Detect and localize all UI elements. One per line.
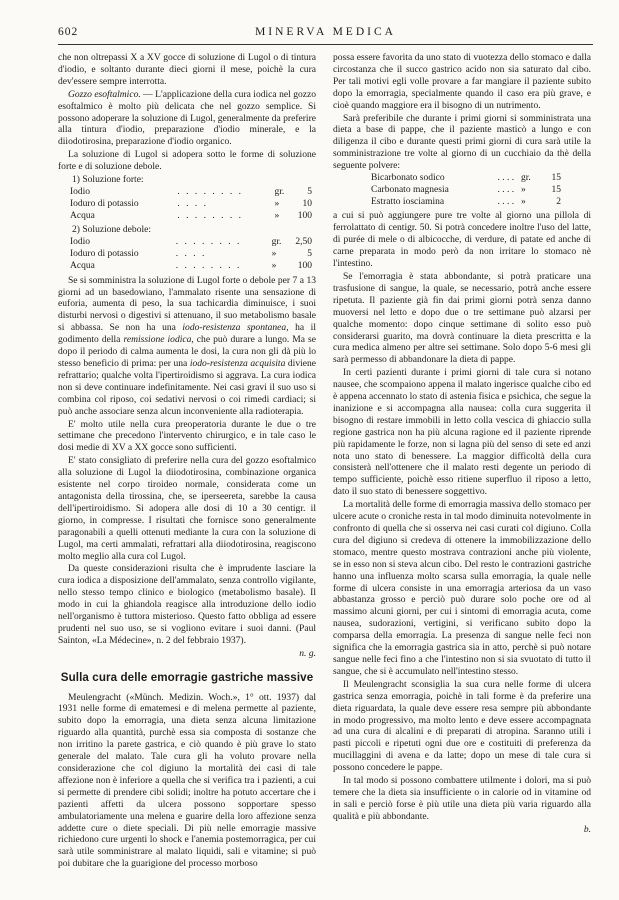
leader-dots: . . . . . . . . <box>175 260 242 271</box>
paragraph-text: , che può durare a lungo. Ma se dopo il periodo di calma aumenta le dosi, la cura non gli dà più lo stesso beneficio di prima: per una <box>58 334 317 369</box>
paragraph-text: diviene refrattario; qualche volta l'ipertiroidismo si aggrava. La cura iodica non si deve continuare indefinitamente. Nei casi gravi il suo uso si combina col riposo, coi sedativi nervosi o coi rimedi cardiaci; si può anche associare senza alcun inconveniente alla radioterapia. <box>58 358 316 417</box>
paragraph: E' stato consigliato di preferire nella cura del gozzo esoftalmico alla soluzione di Lugol la diiodotirosina, combinazione organica esistente nel corpo tiroideo normale, considerata come un antagonista della tirossina, che, se iperseereta, sarebbe la causa dell'ipertiroidismo. Si adopera alle dosi di 10 a 30 centigr. il giorno, in compresse. I risultati che fornisce sono generalmente paragonabili a quelli ottenuti mediante la cura con la soluzione di Lugol, ma certi ammalati, refrattari alla diiodotirosina, reagiscono molto meglio alla cura col Lugol. <box>58 455 316 562</box>
leader-dots: . . . . <box>497 184 515 195</box>
paragraph: Sarà preferibile che durante i primi giorni si somministrata una dieta a base di pappe, che il paziente masticò a lungo e con diligenza il cibo e durante questi primi giorni di cura sarà utile la somministrazione tre volte al giorno di un cucchiaio da thè della seguente polvere: <box>333 112 591 172</box>
unit: gr. <box>271 237 282 248</box>
quantity: 2 <box>556 196 561 207</box>
recipe-row <box>333 185 591 197</box>
ingredient-name: Carbonato magnesia <box>371 184 449 195</box>
paragraph: Se l'emorragia è stata abbondante, si potrà praticare una trasfusione di sangue, la quale, se necessario, potrà anche essere ripetuta. Il paziente già fin dai primi giorni potrà senza danno muoversi nel letto e dopo due o tre settimane può alzarsi per qualche momento: dopo cinque settimane di solito esso può considerarsi guarito, ma dovrà continuare la dieta prescritta e la cura medica almeno per altre sei settimane. Solo dopo 5-6 mesi gli sarà permesso di abbandonare la dieta di pappe. <box>333 270 591 366</box>
unit: » <box>521 184 526 195</box>
quantity: 15 <box>551 184 561 195</box>
paragraph-text: , ha il godimento della <box>58 322 316 346</box>
author-signature: n. g. <box>299 647 316 659</box>
paragraph <box>58 275 316 418</box>
paragraph: a cui si può aggiungere pure tre volte al giorno una pillola di ferrolattato di centigr. 50. Si potrà concedere inoltre l'uso del latte, di purée di mele o di albicocche, di verdure, di patate ed anche di carne preparata in modo però da non irritare lo stomaco nè l'intestino. <box>333 210 591 270</box>
quantity: 100 <box>297 210 312 221</box>
unit: » <box>274 198 280 209</box>
quantity: 100 <box>297 260 312 271</box>
paragraph: Meulengracht («Münch. Medizin. Woch.», 1° ott. 1937) dal 1931 nelle forme di ematemesi e di melena permette al paziente, subito dopo la emorragia, una dieta senza alcuna limitazione riguardo alla quantità, purchè essa sia composta di sostanze che non irritino la parete gastrica, e ciò quando è più grave lo stato generale del malato. Tale cura gli ha voluto provare nella considerazione che col digiuno la mortalità dei casi di tale affezione non è inferiore a quella che si verifica tra i pazienti, a cui si permette di prendere cibi solidi; inoltre ha potuto accertare che i pazienti affetti da ulcera possono sopportare spesso ambulatoriamente una melena e guarire della loro affezione senza addette cure o diete speciali. Di più nelle emorragie massive richiedono cure urgenti lo shock e l'anemia postemorragica, per cui sarà utile somministrare al malato liquidi, sali e vitamine; si può poi dubitare che la guarigione del processo morboso <box>58 691 316 870</box>
recipe-table-strong <box>58 187 316 222</box>
recipe-row <box>58 261 316 273</box>
header-rule <box>58 44 593 45</box>
ingredient-name: Ioduro di potassio <box>70 249 139 260</box>
author-signature: b. <box>583 823 591 835</box>
page-number: 602 <box>58 26 79 38</box>
unit: » <box>271 249 277 260</box>
leader-dots: . . . . . . . . <box>175 237 242 248</box>
recipe-row <box>58 211 316 223</box>
inline-heading: Gozzo esoftalmico. <box>68 88 141 100</box>
ingredient-name: Acqua <box>70 260 95 271</box>
paragraph-text: — L'applicazione della cura iodica nel gozzo esoftalmico è molto più delicata che nel gozzo semplice. Si possono adoperare la soluzione di Lugol, generalmente da preferire alla tintura d'iodio, preparazione d'iodio minerale, e la diiodotirosina, preparazione d'iodio organico. <box>58 88 316 148</box>
quantity: 10 <box>302 198 312 209</box>
paragraph: Da queste considerazioni risulta che è imprudente lasciare la cura iodica a disposizione dell'ammalato, senza controllo vigilante, nello stesso tempo clinico e biologico (metabolismo basale). Il modo in cui la ghiandola reagisce alla introduzione dello iodio nell'organismo è tuttora misterioso. Questo fatto obbliga ad essere prudenti nel suo uso, se si vogliono evitare i suoi danni. (Paul Sainton, «La Médecine», n. 2 del febbraio 1937). <box>58 563 316 646</box>
journal-title: MINERVA MEDICA <box>255 26 396 38</box>
section-title: Sulla cura delle emorragie gastriche massive <box>60 670 314 684</box>
right-column <box>333 52 591 836</box>
quantity: 5 <box>307 249 312 260</box>
ingredient-name: Iodio <box>70 186 91 197</box>
recipe-row <box>58 249 316 261</box>
paragraph: possa essere favorita da uno stato di vuotezza dello stomaco e dalla circostanza che il succo gastrico acido non sia saturato dal cibo. Per tali motivi egli volle provare a far mangiare il paziente subito dopo la emorragia, specialmente quando il caso era più grave, e cioè quando maggiore era il bisogno di un nutrimento. <box>333 52 591 111</box>
left-column <box>58 52 316 871</box>
unit: gr. <box>521 173 531 184</box>
italic-term: iodo-resistenza spontanea <box>182 322 287 334</box>
page-header <box>58 26 593 42</box>
unit: gr. <box>274 186 285 197</box>
paragraph: E' molto utile nella cura preoperatoria durante le due o tre settimane che precedono l'intervento chirurgico, e in tale caso le dosi medie di XV a XX gocce sono sufficienti. <box>58 418 316 454</box>
ingredient-name: Ioduro di potassio <box>70 198 139 209</box>
ingredient-name: Acqua <box>70 210 95 221</box>
ingredient-name: Iodio <box>70 237 91 248</box>
quantity: 5 <box>307 186 312 197</box>
recipe-table-weak <box>58 237 316 272</box>
recipe-title: 1) Soluzione forte: <box>72 174 144 186</box>
quantity: 15 <box>551 173 561 184</box>
paragraph: In certi pazienti durante i primi giorni di tale cura si notano nausee, che scompaiono appena il malato ingerisce qualche cibo ed è appena accennato lo stato di astenia fisica e psichica, che segue la inanizione e si accompagna alla nausea: colla cura suggerita il bisogno di restare immobili in letto colla vescica di ghiaccio sulla regione gastrica non ha più alcuna ragione ed il paziente riprende più rapidamente le forze, non si lagna più del senso di sete ed anzi nota uno stato di benessere. La maggior difficoltà della cura consisterà nell'ottenere che il malato resti degente un periodo di tempo sufficiente, poichè esso ritiene superfluo il riposo a letto, dato il suo stato di benessere soggettivo. <box>333 367 591 498</box>
powder-table <box>333 173 591 208</box>
recipe-row <box>58 199 316 211</box>
paragraph: In tal modo si possono combattere utilmente i dolori, ma si può temere che la dieta sia insufficiente o in calorie od in vitamine od in sali e perciò forse è più utile una dieta più varia riguardo alla qualità e più abbondante. <box>333 775 591 822</box>
recipe-title: 2) Soluzione debole: <box>72 224 152 236</box>
italic-term: remissione iodica <box>123 334 192 346</box>
paragraph: che non oltrepassi X a XV gocce di soluzione di Lugol o di tintura d'iodio, e soltanto durante dieci giorni il mese, poichè la cura dev'essere sempre interrotta. <box>58 52 316 87</box>
italic-term: iodo-resistenza acquisita <box>189 358 286 369</box>
leader-dots: . . . . <box>497 196 515 207</box>
paragraph-text: Se si somministra la soluzione di Lugol forte o debole per 7 a 13 giorni ad un basedowiano, l'ammalato risente una sensazione di euforia, aumenta di peso, la sua tachicardia diminuisce, i suoi disturbi nervosi o digestivi si attenuano, il suo metabolismo basale si abbassa. Se non ha una <box>58 274 316 334</box>
paragraph: La mortalità delle forme di emorragia massiva dello stomaco per ulcere acute o croniche resta in tal modo diminuita notevolmente in confronto di quella che si osserva nei casi curati col digiuno. Colla cura del digiuno si credeva di ottenere la immobilizzazione dello stomaco, mentre questo mostrava contrazioni anche più violente, se in esso non si steva alcun cibo. Del resto le contrazioni gastriche hanno una influenza molto scarsa sulla emorragia, la quale nelle forme di ulcera consiste in una emorragia arteriosa da un vaso abbastanza grosso e perciò può durare solo poche ore od al massimo alcuni giorni, per cui i sintomi di emorragia acuta, come nausea, sudorazioni, vertigini, si verificano subito dopo la comparsa della emorragia. La presenza di sangue nelle feci non significa che la emorragia gastrica sia in atto, perchè si può notare sangue nelle feci fino a che l'intestino non si sia svuotato di tutto il sangue, che si è accumulato nell'intestino stesso. <box>333 499 591 677</box>
ingredient-name: Bicarbonato sodico <box>371 173 445 184</box>
leader-dots: . . . . <box>177 198 208 209</box>
leader-dots: . . . . . . . . <box>177 186 243 197</box>
leader-dots: . . . . <box>497 173 515 184</box>
leader-dots: . . . . . . . . <box>177 210 243 221</box>
recipe-row <box>333 173 591 185</box>
ingredient-name: Estratto iosciamina <box>371 196 445 207</box>
paragraph: La soluzione di Lugol si adopera sotto le forme di soluzione forte e di soluzione debole. <box>58 149 316 173</box>
quantity: 2,50 <box>295 237 312 248</box>
recipe-row <box>58 187 316 199</box>
unit: » <box>521 196 526 207</box>
unit: » <box>271 260 277 271</box>
unit: » <box>274 210 280 221</box>
paragraph: Il Meulengracht sconsiglia la sua cura nelle forme di ulcera gastrica senza emorragia, poichè in tali forme è da preferire una dieta riguardata, la quale deve essere resa sempre più abbondante in modo progressivo, ma molto lento e deve essere accompagnata ad una cura di alcalini e di preparati di atropina. Saranno utili i pasti piccoli e ripetuti ogni due ore e costituiti di preferenza da mucillaggini di avena e da latte; dopo un mese di tale cura si possono concedere le pappe. <box>333 678 591 774</box>
recipe-row <box>58 237 316 249</box>
paragraph <box>58 89 316 149</box>
recipe-row <box>333 197 591 209</box>
leader-dots: . . . . <box>175 249 207 260</box>
